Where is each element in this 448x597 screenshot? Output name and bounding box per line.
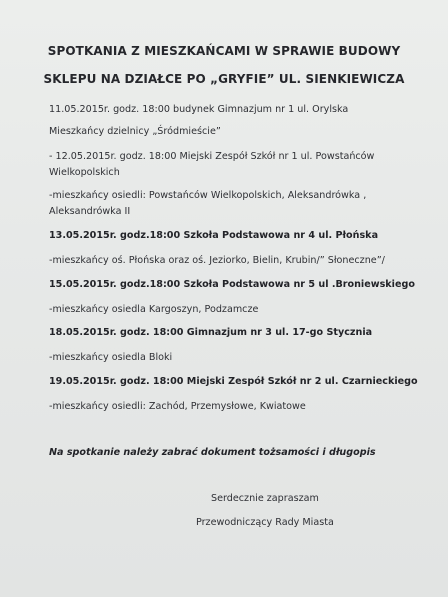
meeting-4-header: 15.05.2015r. godz.18:00 Szkoła Podstawowa nr 5 ul .Broniewskiego bbox=[49, 279, 415, 290]
meeting-2-residents-line-1: -mieszkańcy osiedli: Powstańców Wielkopolskich, Aleksandrówka , bbox=[49, 190, 367, 201]
meeting-1-residents: Mieszkańcy dzielnicy „Śródmieście” bbox=[49, 126, 221, 137]
meeting-3-header: 13.05.2015r. godz.18:00 Szkoła Podstawowa nr 4 ul. Płońska bbox=[49, 230, 379, 241]
title-line-1: SPOTKANIA Z MIESZKAŃCAMI W SPRAWIE BUDOWY bbox=[47, 44, 401, 58]
meeting-5-header: 18.05.2015r. godz. 18:00 Gimnazjum nr 3 ul. 17-go Stycznia bbox=[49, 327, 373, 338]
signature-signer: Przewodniczący Rady Miasta bbox=[196, 517, 334, 528]
meeting-4-residents: -mieszkańcy osiedla Kargoszyn, Podzamcze bbox=[49, 304, 259, 315]
title-line-2: SKLEPU NA DZIAŁCE PO „GRYFIE” UL. SIENKIEWICZA bbox=[43, 72, 405, 86]
meeting-5-residents: -mieszkańcy osiedla Bloki bbox=[49, 352, 173, 363]
documents-note: Na spotkanie należy zabrać dokument tożsamości i długopis bbox=[49, 447, 376, 458]
meeting-2-residents-line-2: Aleksandrówka II bbox=[49, 206, 131, 217]
signature-greeting: Serdecznie zapraszam bbox=[211, 493, 319, 504]
meeting-3-residents: -mieszkańcy oś. Płońska oraz oś. Jeziorko, Bielin, Krubin/” Słoneczne”/ bbox=[49, 255, 385, 266]
meeting-2-header-line-1: - 12.05.2015r. godz. 18:00 Miejski Zespół Szkół nr 1 ul. Powstańców bbox=[49, 151, 375, 162]
meeting-1-header: 11.05.2015r. godz. 18:00 budynek Gimnazjum nr 1 ul. Orylska bbox=[49, 104, 349, 115]
meeting-2-header-line-2: Wielkopolskich bbox=[49, 167, 120, 178]
meeting-6-residents: -mieszkańcy osiedli: Zachód, Przemysłowe, Kwiatowe bbox=[49, 401, 306, 412]
meeting-6-header: 19.05.2015r. godz. 18:00 Miejski Zespół Szkół nr 2 ul. Czarnieckiego bbox=[49, 376, 418, 387]
